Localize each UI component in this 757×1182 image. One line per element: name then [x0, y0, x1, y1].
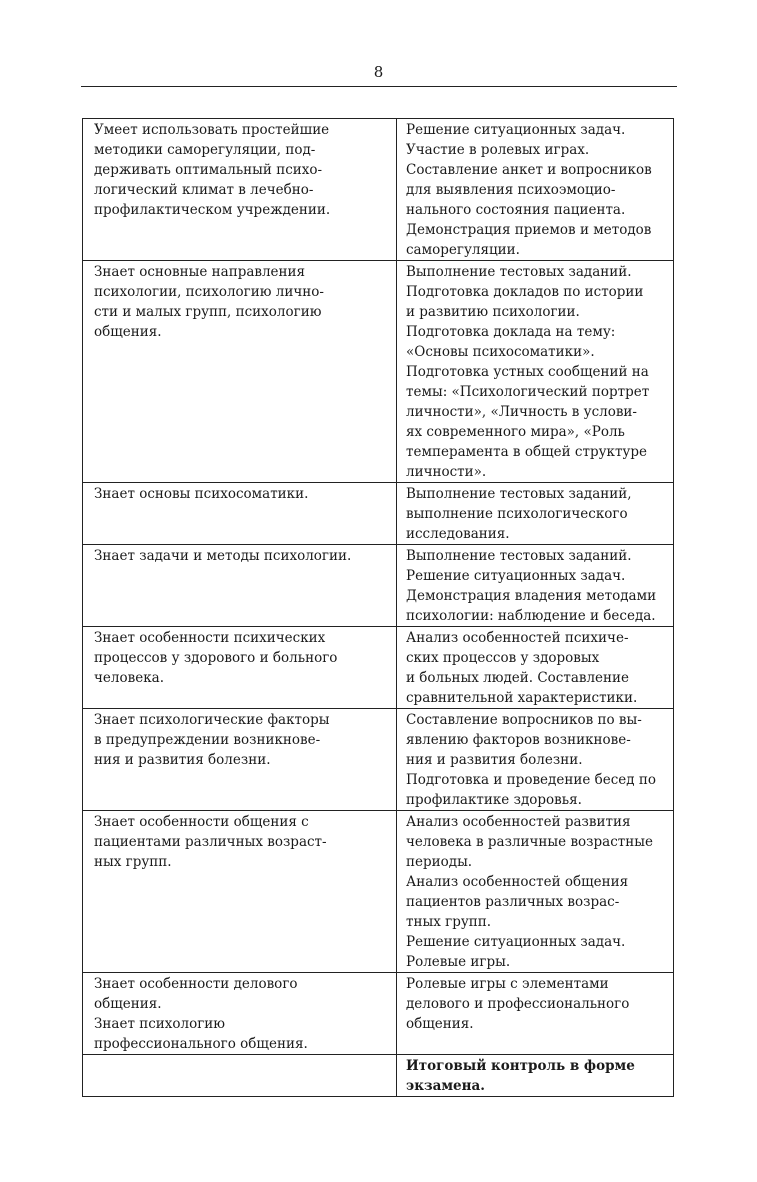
- table-cell-activity: Выполнение тестовых заданий. Подготовка докладов по истории и развитию психологии. Подготовка доклада на тему: «Основы психосоматики». Подготовка устных сообщений на темы: «Психологический портрет личности», «Личность в услови- ях современного мира», «Роль темперамента в общей структуре личности».: [397, 261, 674, 483]
- table-cell-skill-empty: [83, 1055, 397, 1097]
- table-cell-activity: Ролевые игры с элементами делового и профессионального общения.: [397, 973, 674, 1055]
- table-cell-skill: Знает особенности психических процессов у здорового и больного человека.: [83, 627, 397, 709]
- table-row: [83, 709, 674, 811]
- table-cell-activity: Анализ особенностей развития человека в различные возрастные периоды. Анализ особенностей общения пациентов различных возрас- тных групп. Решение ситуационных задач. Ролевые игры.: [397, 811, 674, 973]
- table-cell-activity: Составление вопросников по вы- явлению факторов возникнове- ния и развития болезни. Подготовка и проведение бесед по профилактике здоровья.: [397, 709, 674, 811]
- table-row: [83, 119, 674, 261]
- page-number: 8: [373, 63, 384, 81]
- table-row: [83, 627, 674, 709]
- table-cell-final-control: Итоговый контроль в форме экзамена.: [397, 1055, 674, 1097]
- competency-table: [82, 118, 674, 1097]
- table-row: [83, 483, 674, 545]
- table-row: [83, 1055, 674, 1097]
- table-row: [83, 811, 674, 973]
- table-row: [83, 545, 674, 627]
- table-cell-activity: Анализ особенностей психиче- ских процессов у здоровых и больных людей. Составление сравнительной характеристики.: [397, 627, 674, 709]
- table-cell-activity: Выполнение тестовых заданий. Решение ситуационных задач. Демонстрация владения методами психологии: наблюдение и беседа.: [397, 545, 674, 627]
- table-row: [83, 261, 674, 483]
- table-cell-skill: Умеет использовать простейшие методики саморегуляции, под- держивать оптимальный психо- логический климат в лечебно- профилактическом учреждении.: [83, 119, 397, 261]
- table-cell-activity: Решение ситуационных задач. Участие в ролевых играх. Составление анкет и вопросников для выявления психоэмоцио- нального состояния пациента. Демонстрация приемов и методов саморегуляции.: [397, 119, 674, 261]
- table-cell-skill: Знает задачи и методы психологии.: [83, 545, 397, 627]
- table-cell-skill: Знает психологические факторы в предупреждении возникнове- ния и развития болезни.: [83, 709, 397, 811]
- table-row: [83, 973, 674, 1055]
- table-cell-skill: Знает особенности общения с пациентами различных возраст- ных групп.: [83, 811, 397, 973]
- table-cell-skill: Знает основные направления психологии, психологию лично- сти и малых групп, психологию общения.: [83, 261, 397, 483]
- header-rule: [81, 86, 677, 87]
- table-cell-skill: Знает особенности делового общения. Знает психологию профессионального общения.: [83, 973, 397, 1055]
- table-cell-activity: Выполнение тестовых заданий, выполнение психологического исследования.: [397, 483, 674, 545]
- table-cell-skill: Знает основы психосоматики.: [83, 483, 397, 545]
